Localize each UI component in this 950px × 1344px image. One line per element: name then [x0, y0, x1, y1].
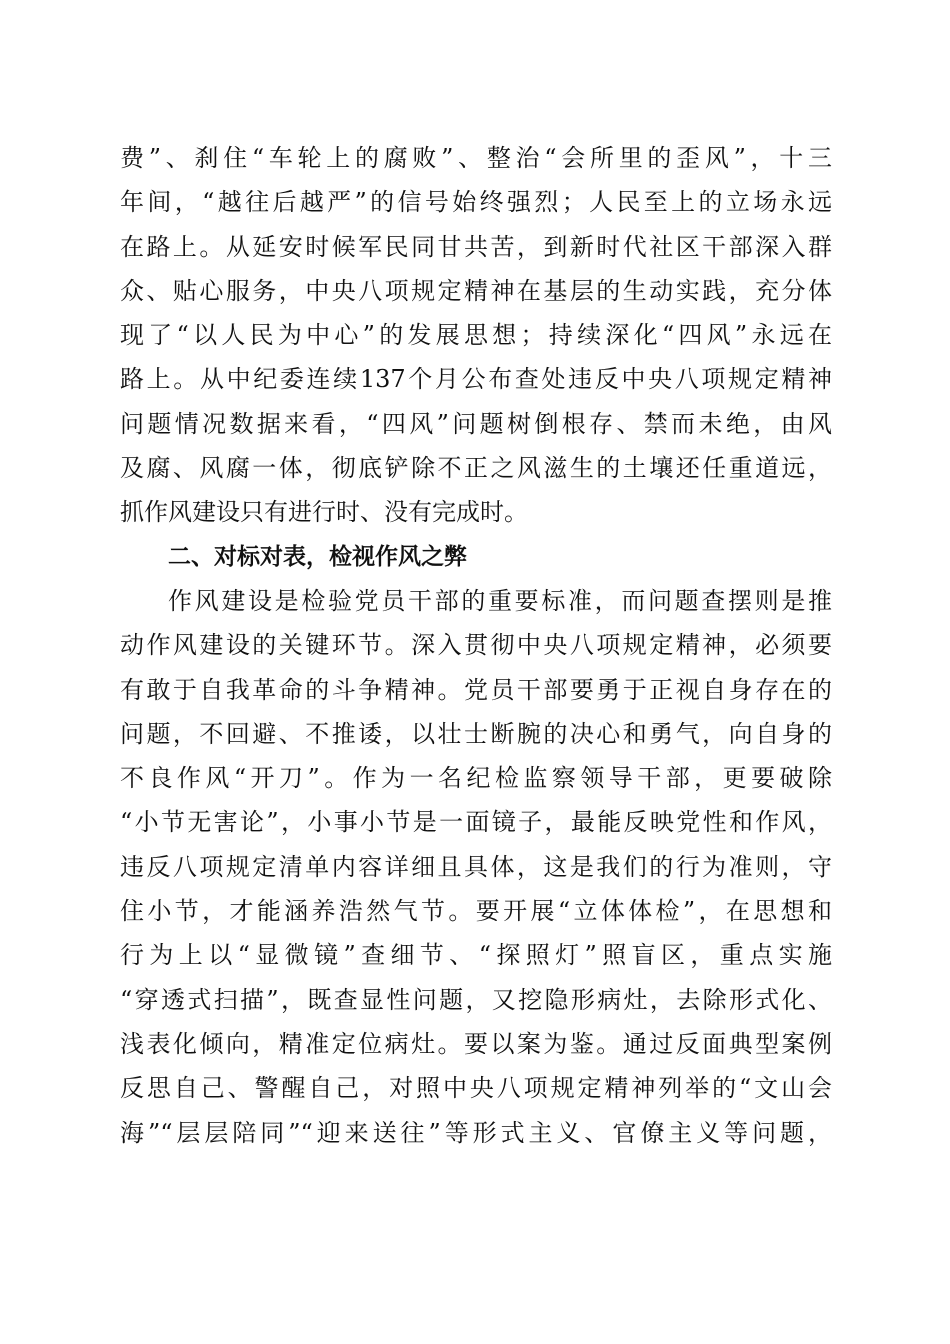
text-line: 年间，“越往后越严”的信号始终强烈；人民至上的立场永远	[120, 188, 832, 217]
text-line: 抓作风建设只有进行时、没有完成时。	[120, 498, 528, 527]
text-line: 众、贴心服务，中央八项规定精神在基层的生动实践，充分体	[120, 276, 832, 305]
text-line: 行为上以“显微镜”查细节、“探照灯”照盲区，重点实施	[120, 941, 832, 970]
section-heading: 二、对标对表，检视作风之弊	[168, 543, 467, 570]
text-line: 海”“层层陪同”“迎来送往”等形式主义、官僚主义等问题，	[120, 1118, 832, 1147]
text-line: 反思自己、警醒自己，对照中央八项规定精神列举的“文山会	[120, 1074, 832, 1103]
text-line: 动作风建设的关键环节。深入贯彻中央八项规定精神，必须要	[120, 631, 832, 660]
text-line: 住小节，才能涵养浩然气节。要开展“立体体检”，在思想和	[120, 897, 832, 926]
text-line: 问题情况数据来看，“四风”问题树倒根存、禁而未绝，由风	[120, 409, 832, 438]
text-line: 现了“以人民为中心”的发展思想；持续深化“四风”永远在	[120, 321, 832, 350]
text-line: “小节无害论”，小事小节是一面镜子，最能反映党性和作风，	[120, 808, 832, 837]
text-line: 在路上。从延安时候军民同甘共苦，到新时代社区干部深入群	[120, 232, 832, 261]
document-body	[120, 136, 832, 1155]
paragraph-2	[120, 579, 832, 1155]
text-line: 及腐、风腐一体，彻底铲除不正之风滋生的土壤还任重道远，	[120, 454, 832, 483]
text-line: 不良作风“开刀”。作为一名纪检监察领导干部，更要破除	[120, 764, 832, 793]
text-line: 费”、刹住“车轮上的腐败”、整治“会所里的歪风”，十三	[120, 144, 832, 172]
text-line: 有敢于自我革命的斗争精神。党员干部要勇于正视自身存在的	[120, 675, 832, 704]
text-line: 路上。从中纪委连续137个月公布查处违反中央八项规定精神	[120, 365, 832, 394]
text-line: 违反八项规定清单内容详细且具体，这是我们的行为准则，守	[120, 852, 832, 881]
text-line: “穿透式扫描”，既查显性问题，又挖隐形病灶，去除形式化、	[120, 985, 832, 1014]
paragraph-1	[120, 136, 832, 535]
text-line: 浅表化倾向，精准定位病灶。要以案为鉴。通过反面典型案例	[120, 1029, 832, 1058]
text-line: 作风建设是检验党员干部的重要标准，而问题查摆则是推	[168, 586, 832, 615]
text-line: 问题，不回避、不推诿，以壮士断腕的决心和勇气，向自身的	[120, 719, 832, 748]
